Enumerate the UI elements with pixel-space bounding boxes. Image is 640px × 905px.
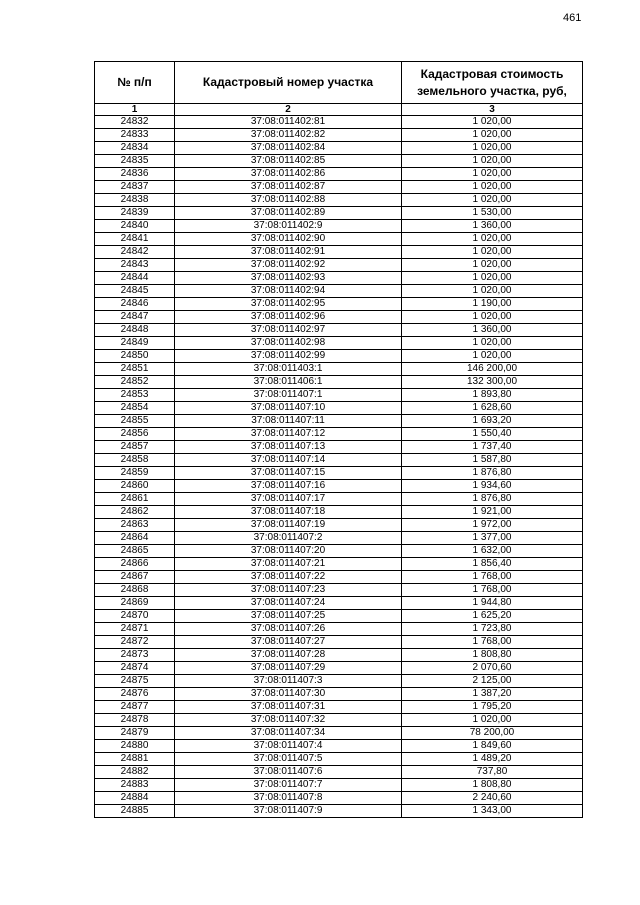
row-number-cell: 24885 [95,805,175,818]
cadastral-value-cell: 1 020,00 [402,311,583,324]
cadastral-number-cell: 37:08:011407:31 [175,701,402,714]
row-number-cell: 24836 [95,168,175,181]
cadastral-value-cell: 2 070,60 [402,662,583,675]
cadastral-number-cell: 37:08:011407:26 [175,623,402,636]
header-row [95,62,583,104]
cadastral-number-cell: 37:08:011402:94 [175,285,402,298]
row-number-cell: 24842 [95,246,175,259]
cadastral-number-cell: 37:08:011407:2 [175,532,402,545]
cadastral-value-cell: 1 893,80 [402,389,583,402]
cadastral-number-cell: 37:08:011402:95 [175,298,402,311]
cadastral-value-cell: 78 200,00 [402,727,583,740]
row-number-cell: 24875 [95,675,175,688]
row-number-cell: 24852 [95,376,175,389]
row-number-cell: 24872 [95,636,175,649]
cadastral-value-cell: 1 020,00 [402,194,583,207]
table-row [95,558,583,571]
cadastral-number-cell: 37:08:011407:5 [175,753,402,766]
row-number-cell: 24870 [95,610,175,623]
cadastral-number-cell: 37:08:011402:82 [175,129,402,142]
row-number-cell: 24847 [95,311,175,324]
cadastral-number-cell: 37:08:011406:1 [175,376,402,389]
column-number: 1 [95,104,175,116]
cadastral-number-cell: 37:08:011407:6 [175,766,402,779]
cadastral-number-cell: 37:08:011402:86 [175,168,402,181]
cadastral-value-cell: 1 768,00 [402,636,583,649]
cadastral-value-cell: 1 020,00 [402,181,583,194]
cadastral-number-cell: 37:08:011407:21 [175,558,402,571]
cadastral-number-cell: 37:08:011407:16 [175,480,402,493]
row-number-cell: 24848 [95,324,175,337]
table-row [95,480,583,493]
table-row [95,571,583,584]
cadastral-number-cell: 37:08:011407:19 [175,519,402,532]
table-row [95,623,583,636]
row-number-cell: 24861 [95,493,175,506]
cadastral-number-cell: 37:08:011407:27 [175,636,402,649]
table-row [95,246,583,259]
table-row [95,454,583,467]
cadastral-value-cell: 1 020,00 [402,168,583,181]
cadastral-number-cell: 37:08:011402:85 [175,155,402,168]
cadastral-value-cell: 1 020,00 [402,350,583,363]
table-row [95,584,583,597]
row-number-cell: 24854 [95,402,175,415]
cadastral-number-cell: 37:08:011402:97 [175,324,402,337]
table-row [95,311,583,324]
row-number-cell: 24859 [95,467,175,480]
cadastral-value-cell: 1 020,00 [402,233,583,246]
cadastral-value-cell: 1 489,20 [402,753,583,766]
table-row [95,402,583,415]
cadastral-value-cell: 1 808,80 [402,649,583,662]
table-row [95,714,583,727]
cadastral-value-cell: 146 200,00 [402,363,583,376]
cadastral-value-cell: 1 190,00 [402,298,583,311]
row-number-cell: 24858 [95,454,175,467]
row-number-cell: 24877 [95,701,175,714]
table-row [95,636,583,649]
cadastral-number-cell: 37:08:011402:96 [175,311,402,324]
row-number-cell: 24844 [95,272,175,285]
cadastral-number-cell: 37:08:011402:81 [175,116,402,129]
cadastral-number-cell: 37:08:011402:93 [175,272,402,285]
row-number-cell: 24879 [95,727,175,740]
cadastral-value-cell: 1 693,20 [402,415,583,428]
table-row [95,155,583,168]
cadastral-number-cell: 37:08:011402:99 [175,350,402,363]
cadastral-number-cell: 37:08:011407:29 [175,662,402,675]
table-row [95,363,583,376]
cadastral-value-cell: 1 360,00 [402,220,583,233]
cadastral-number-cell: 37:08:011407:12 [175,428,402,441]
row-number-cell: 24832 [95,116,175,129]
cadastral-value-cell: 1 737,40 [402,441,583,454]
row-number-cell: 24865 [95,545,175,558]
row-number-cell: 24866 [95,558,175,571]
cadastral-value-cell: 1 550,40 [402,428,583,441]
table-row [95,753,583,766]
cadastral-value-cell: 1 849,60 [402,740,583,753]
row-number-cell: 24841 [95,233,175,246]
row-number-cell: 24834 [95,142,175,155]
row-number-cell: 24878 [95,714,175,727]
cadastral-value-cell: 1 628,60 [402,402,583,415]
row-number-cell: 24871 [95,623,175,636]
cadastral-value-cell: 1 530,00 [402,207,583,220]
table-row [95,376,583,389]
column-number: 2 [175,104,402,116]
table-row [95,389,583,402]
column-number: 3 [402,104,583,116]
table-row [95,779,583,792]
cadastral-number-cell: 37:08:011407:34 [175,727,402,740]
table-row [95,688,583,701]
table-row [95,493,583,506]
table-row [95,194,583,207]
cadastral-number-cell: 37:08:011407:4 [175,740,402,753]
cadastral-number-cell: 37:08:011407:18 [175,506,402,519]
cadastral-value-cell: 1 360,00 [402,324,583,337]
row-number-cell: 24857 [95,441,175,454]
row-number-cell: 24843 [95,259,175,272]
row-number-cell: 24837 [95,181,175,194]
header-cadastral-value: Кадастровая стоимость земельного участка, руб, [402,62,583,104]
cadastral-number-cell: 37:08:011407:8 [175,792,402,805]
row-number-cell: 24881 [95,753,175,766]
cadastral-number-cell: 37:08:011407:3 [175,675,402,688]
cadastral-value-table [94,61,583,818]
table-row [95,675,583,688]
table-row [95,168,583,181]
cadastral-number-cell: 37:08:011407:25 [175,610,402,623]
cadastral-number-cell: 37:08:011403:1 [175,363,402,376]
cadastral-value-cell: 1 020,00 [402,714,583,727]
table-row [95,805,583,818]
table-row [95,324,583,337]
cadastral-number-cell: 37:08:011407:1 [175,389,402,402]
header-cadastral-number: Кадастровый номер участка [175,62,402,104]
table-row [95,740,583,753]
table-row [95,285,583,298]
table-row [95,662,583,675]
row-number-cell: 24833 [95,129,175,142]
cadastral-value-cell: 1 856,40 [402,558,583,571]
row-number-cell: 24864 [95,532,175,545]
cadastral-number-cell: 37:08:011407:7 [175,779,402,792]
row-number-cell: 24838 [95,194,175,207]
table-row [95,233,583,246]
cadastral-value-cell: 1 020,00 [402,142,583,155]
cadastral-value-cell: 1 377,00 [402,532,583,545]
cadastral-value-cell: 1 020,00 [402,116,583,129]
table-row [95,519,583,532]
table-row [95,506,583,519]
cadastral-number-cell: 37:08:011402:9 [175,220,402,233]
table-row [95,792,583,805]
table-row [95,220,583,233]
row-number-cell: 24853 [95,389,175,402]
cadastral-value-cell: 1 020,00 [402,272,583,285]
row-number-cell: 24868 [95,584,175,597]
table-row [95,415,583,428]
cadastral-number-cell: 37:08:011402:88 [175,194,402,207]
row-number-cell: 24835 [95,155,175,168]
cadastral-value-cell: 1 625,20 [402,610,583,623]
cadastral-value-cell: 2 125,00 [402,675,583,688]
row-number-cell: 24880 [95,740,175,753]
table-row [95,766,583,779]
cadastral-value-cell: 1 587,80 [402,454,583,467]
cadastral-number-cell: 37:08:011402:98 [175,337,402,350]
table-row [95,441,583,454]
cadastral-value-cell: 1 768,00 [402,571,583,584]
row-number-cell: 24846 [95,298,175,311]
cadastral-value-cell: 1 808,80 [402,779,583,792]
table-row [95,142,583,155]
cadastral-value-cell: 1 632,00 [402,545,583,558]
cadastral-value-cell: 1 934,60 [402,480,583,493]
row-number-cell: 24860 [95,480,175,493]
cadastral-value-cell: 1 723,80 [402,623,583,636]
table-row [95,207,583,220]
cadastral-number-cell: 37:08:011402:87 [175,181,402,194]
cadastral-number-cell: 37:08:011407:32 [175,714,402,727]
cadastral-value-cell: 1 020,00 [402,129,583,142]
row-number-cell: 24862 [95,506,175,519]
cadastral-value-cell: 2 240,60 [402,792,583,805]
table-row [95,116,583,129]
cadastral-number-cell: 37:08:011407:10 [175,402,402,415]
cadastral-number-cell: 37:08:011407:14 [175,454,402,467]
cadastral-value-cell: 1 876,80 [402,493,583,506]
page-number: 461 [563,12,582,24]
cadastral-number-cell: 37:08:011402:92 [175,259,402,272]
row-number-cell: 24851 [95,363,175,376]
cadastral-number-cell: 37:08:011407:28 [175,649,402,662]
cadastral-number-cell: 37:08:011402:84 [175,142,402,155]
cadastral-value-cell: 1 876,80 [402,467,583,480]
cadastral-number-cell: 37:08:011407:24 [175,597,402,610]
cadastral-number-cell: 37:08:011402:91 [175,246,402,259]
row-number-cell: 24876 [95,688,175,701]
cadastral-number-cell: 37:08:011402:89 [175,207,402,220]
row-number-cell: 24883 [95,779,175,792]
cadastral-number-cell: 37:08:011407:15 [175,467,402,480]
row-number-cell: 24882 [95,766,175,779]
cadastral-value-cell: 1 020,00 [402,285,583,298]
table-row [95,350,583,363]
row-number-cell: 24874 [95,662,175,675]
cadastral-value-cell: 1 020,00 [402,337,583,350]
row-number-cell: 24867 [95,571,175,584]
cadastral-value-cell: 1 795,20 [402,701,583,714]
cadastral-number-cell: 37:08:011407:30 [175,688,402,701]
header-row-number: № п/п [95,62,175,104]
cadastral-value-cell: 1 921,00 [402,506,583,519]
cadastral-number-cell: 37:08:011407:20 [175,545,402,558]
row-number-cell: 24850 [95,350,175,363]
table-row [95,545,583,558]
table-row [95,181,583,194]
cadastral-value-cell: 1 972,00 [402,519,583,532]
cadastral-value-cell: 132 300,00 [402,376,583,389]
cadastral-number-cell: 37:08:011407:9 [175,805,402,818]
cadastral-value-cell: 1 387,20 [402,688,583,701]
column-number-row [95,104,583,116]
table-row [95,649,583,662]
table-row [95,298,583,311]
cadastral-number-cell: 37:08:011407:22 [175,571,402,584]
row-number-cell: 24856 [95,428,175,441]
cadastral-number-cell: 37:08:011402:90 [175,233,402,246]
row-number-cell: 24855 [95,415,175,428]
table-row [95,272,583,285]
row-number-cell: 24869 [95,597,175,610]
cadastral-number-cell: 37:08:011407:11 [175,415,402,428]
cadastral-value-cell: 1 944,80 [402,597,583,610]
row-number-cell: 24840 [95,220,175,233]
cadastral-value-cell: 1 343,00 [402,805,583,818]
table-row [95,467,583,480]
cadastral-value-cell: 1 020,00 [402,259,583,272]
cadastral-number-cell: 37:08:011407:23 [175,584,402,597]
cadastral-number-cell: 37:08:011407:17 [175,493,402,506]
cadastral-value-cell: 1 020,00 [402,155,583,168]
table-row [95,428,583,441]
table-row [95,727,583,740]
table-row [95,532,583,545]
table-row [95,701,583,714]
cadastral-value-cell: 1 020,00 [402,246,583,259]
cadastral-number-cell: 37:08:011407:13 [175,441,402,454]
table-row [95,337,583,350]
row-number-cell: 24845 [95,285,175,298]
table-row [95,129,583,142]
row-number-cell: 24873 [95,649,175,662]
table-row [95,259,583,272]
cadastral-value-cell: 1 768,00 [402,584,583,597]
table-row [95,597,583,610]
row-number-cell: 24884 [95,792,175,805]
cadastral-value-cell: 737,80 [402,766,583,779]
row-number-cell: 24863 [95,519,175,532]
table-row [95,610,583,623]
row-number-cell: 24839 [95,207,175,220]
row-number-cell: 24849 [95,337,175,350]
